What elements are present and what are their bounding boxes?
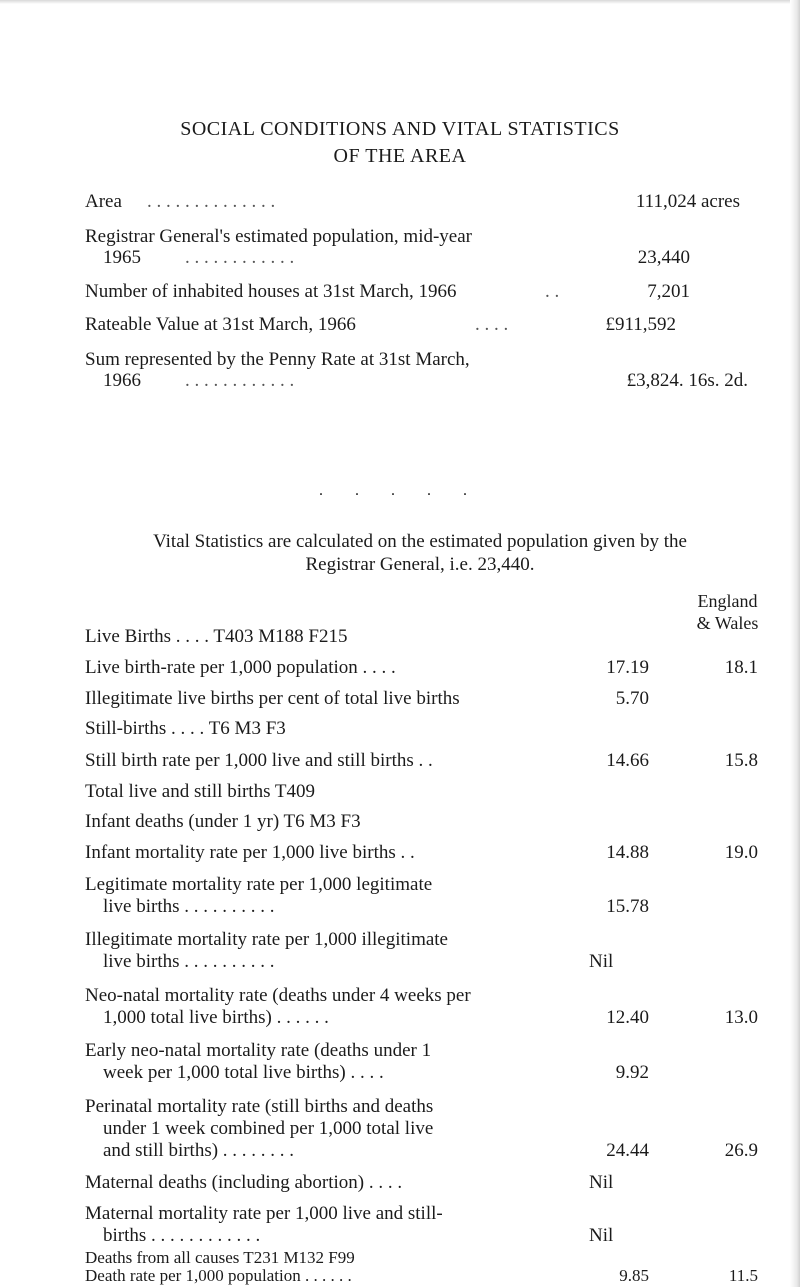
stat-value: 5.70 [615,688,649,709]
rateable-value-value: £911,592 [605,314,676,335]
stat-label: Legitimate mortality rate per 1,000 legitimate [85,874,433,895]
penny-rate-year: 1966 [103,370,141,391]
area-dots: . . . . . . . . . . . . . . [147,191,276,212]
houses-label: Number of inhabited houses at 31st March, 1966 [85,281,457,302]
stat-england-wales: 13.0 [724,1007,758,1028]
area-value: 111,024 acres [635,191,740,212]
stat-england-wales: 19.0 [724,842,758,863]
stat-label: Total live and still births T409 [85,781,315,802]
page-top-edge [0,0,800,4]
stat-label: Maternal deaths (including abortion) . . . . [85,1172,403,1193]
stat-value: Nil [589,1225,614,1246]
stat-label: Infant deaths (under 1 yr) T6 M3 F3 [85,811,361,832]
page-subtitle: OF THE AREA [333,145,467,167]
stat-label: Still-births . . . . T6 M3 F3 [85,718,286,739]
col-header-wales: & Wales [696,613,759,633]
stat-label: Live birth-rate per 1,000 population . . . . [85,657,396,678]
stat-value: 12.40 [606,1007,649,1028]
rateable-value-dots: . . . . [475,314,509,335]
population-value: 23,440 [637,247,690,268]
stat-label: Illegitimate live births per cent of total live births [85,688,460,709]
stat-label-cont: week per 1,000 total live births) . . . . [103,1062,384,1083]
stat-label: Deaths from all causes T231 M132 F99 [85,1248,355,1267]
population-label: Registrar General's estimated population, mid-year [85,226,472,247]
penny-rate-value: £3,824. 16s. 2d. [626,370,748,391]
page-title: SOCIAL CONDITIONS AND VITAL STATISTICS [180,118,620,140]
stat-label-cont: and still births) . . . . . . . . [103,1140,295,1161]
stat-value: 9.92 [615,1062,649,1083]
houses-dots: . . [545,281,560,302]
stat-label: Live Births . . . . T403 M188 F215 [85,626,348,647]
stat-value: 24.44 [606,1140,649,1161]
stat-england-wales: 18.1 [724,657,758,678]
stat-label: Still birth rate per 1,000 live and still births . . [85,750,433,771]
stat-label-cont: live births . . . . . . . . . . [103,951,275,972]
rateable-value-label: Rateable Value at 31st March, 1966 [85,314,356,335]
stat-label: Neo-natal mortality rate (deaths under 4 weeks per [85,985,471,1006]
population-dots: . . . . . . . . . . . . [185,247,295,268]
vital-note-line2: Registrar General, i.e. 23,440. [305,554,535,575]
page-right-edge [790,0,800,1287]
stat-label: Perinatal mortality rate (still births and deaths [85,1096,434,1117]
stat-label: Illegitimate mortality rate per 1,000 illegitimate [85,929,448,950]
stat-england-wales: 11.5 [728,1266,758,1285]
stat-label-cont: live births . . . . . . . . . . [103,896,275,917]
penny-rate-dots: . . . . . . . . . . . . [185,370,295,391]
stat-value: Nil [589,951,614,972]
stat-value: 14.66 [606,750,649,771]
population-year: 1965 [103,247,141,268]
stat-value: 14.88 [606,842,649,863]
stat-value: Nil [589,1172,614,1193]
stat-label: Early neo-natal mortality rate (deaths under 1 [85,1040,432,1061]
stat-label-cont: 1,000 total live births) . . . . . . [103,1007,329,1028]
stat-label: Death rate per 1,000 population . . . . . . [85,1266,352,1285]
stat-value: 15.78 [606,896,649,917]
section-separator: . . . . . [319,482,481,499]
stat-label: Infant mortality rate per 1,000 live births . . [85,842,415,863]
col-header-england: England [697,591,758,611]
penny-rate-label: Sum represented by the Penny Rate at 31st March, [85,349,470,370]
area-label: Area [85,191,122,212]
stat-england-wales: 15.8 [724,750,758,771]
stat-value: 9.85 [619,1266,649,1285]
stat-value: 17.19 [606,657,649,678]
houses-value: 7,201 [647,281,690,302]
stat-label-cont: under 1 week combined per 1,000 total live [103,1118,434,1139]
stat-label: Maternal mortality rate per 1,000 live and still- [85,1203,443,1224]
stat-england-wales: 26.9 [724,1140,758,1161]
vital-note-line1: Vital Statistics are calculated on the estimated population given by the [153,531,687,552]
stat-label-cont: births . . . . . . . . . . . . [103,1225,261,1246]
